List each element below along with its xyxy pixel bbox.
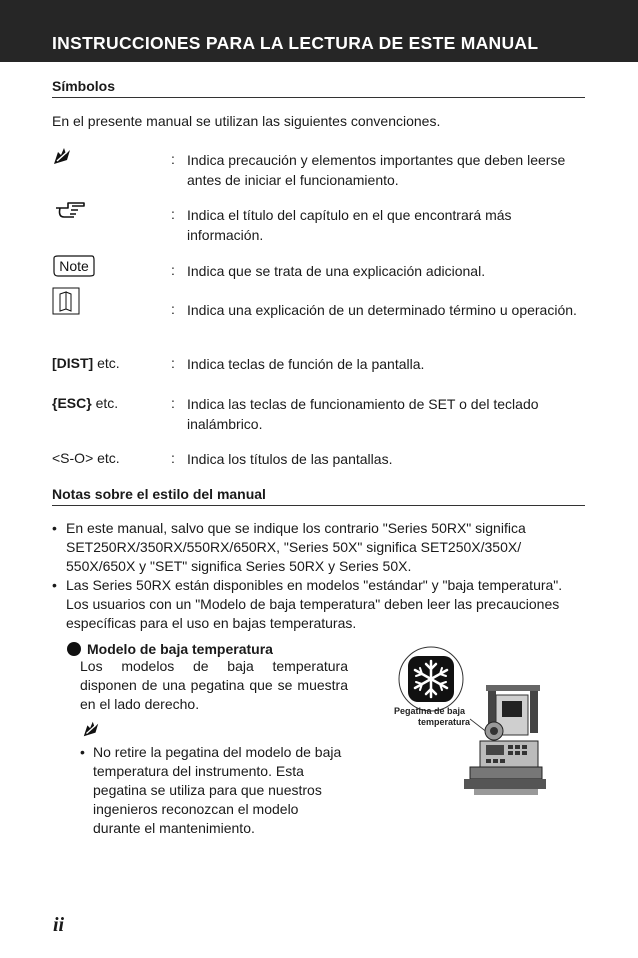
notes-heading: Notas sobre el estilo del manual xyxy=(52,486,585,506)
list-item: • Las Series 50RX están disponibles en modelos "estándar" y "baja temperatura". Los usuarios con un "Modelo de baja temperatura" deben leer las precauciones específicas para el uso en bajas temperaturas. xyxy=(52,577,563,631)
total-station-drawing xyxy=(464,685,546,795)
symbol-desc-so: Indica los títulos de las pantallas. xyxy=(187,451,393,467)
model-note: • No retire la pegatina del modelo de baja temperatura del instrumento. Esta pegatina se utiliza para que nuestros ingenieros reconozcan el modelo durante el mantenimiento. xyxy=(80,744,342,836)
model-description: Los modelos de baja temperatura disponen de una pegatina que se muestra en el lado derecho. xyxy=(80,658,348,712)
model-heading: Modelo de baja temperatura xyxy=(67,641,273,657)
list-item: • En este manual, salvo que se indique los contrario "Series 50RX" significa SET250RX/350RX/550RX/650RX, "Series 50X" significa SET250X/350X/ 550X/650X y "SET" significa Series 50RX y Series 50X. xyxy=(52,520,526,574)
note-icon xyxy=(52,254,96,278)
note-icon-text: Note xyxy=(59,258,89,274)
symbols-heading: Símbolos xyxy=(52,78,585,98)
symbols-intro: En el presente manual se utilizan las siguientes convenciones. xyxy=(52,113,441,129)
symbol-esc-label: {ESC} etc. xyxy=(52,395,119,411)
notes-bullet-list xyxy=(52,519,587,633)
pointing-hand-icon xyxy=(54,199,88,219)
header-banner xyxy=(0,0,638,62)
symbol-dist-label: [DIST] etc. xyxy=(52,355,120,371)
caution-icon xyxy=(52,146,72,166)
sticker-label-line1: Pegatina de baja xyxy=(394,706,466,716)
page-number: ii xyxy=(53,914,65,936)
symbol-desc-dist: Indica teclas de función de la pantalla. xyxy=(187,356,425,372)
sticker-label-line2: temperatura xyxy=(418,717,471,727)
symbol-desc-reference: Indica el título del capítulo en el que encontrará más información. xyxy=(187,207,512,243)
page-title: INSTRUCCIONES PARA LA LECTURA DE ESTE MANUAL xyxy=(52,33,539,53)
bullet-circle-icon xyxy=(67,642,81,656)
caution-icon xyxy=(82,720,100,738)
book-icon xyxy=(52,287,80,315)
symbol-desc-term: Indica una explicación de un determinado término u operación. xyxy=(187,302,577,318)
symbol-desc-note: Indica que se trata de una explicación adicional. xyxy=(187,263,486,279)
symbol-so-label: <S-O> etc. xyxy=(52,450,120,466)
symbol-desc-caution: Indica precaución y elementos importantes que deben leerse antes de iniciar el funcionamiento. xyxy=(187,152,566,188)
symbol-desc-esc: Indica las teclas de funcionamiento de SET o del teclado inalámbrico. xyxy=(187,396,539,432)
